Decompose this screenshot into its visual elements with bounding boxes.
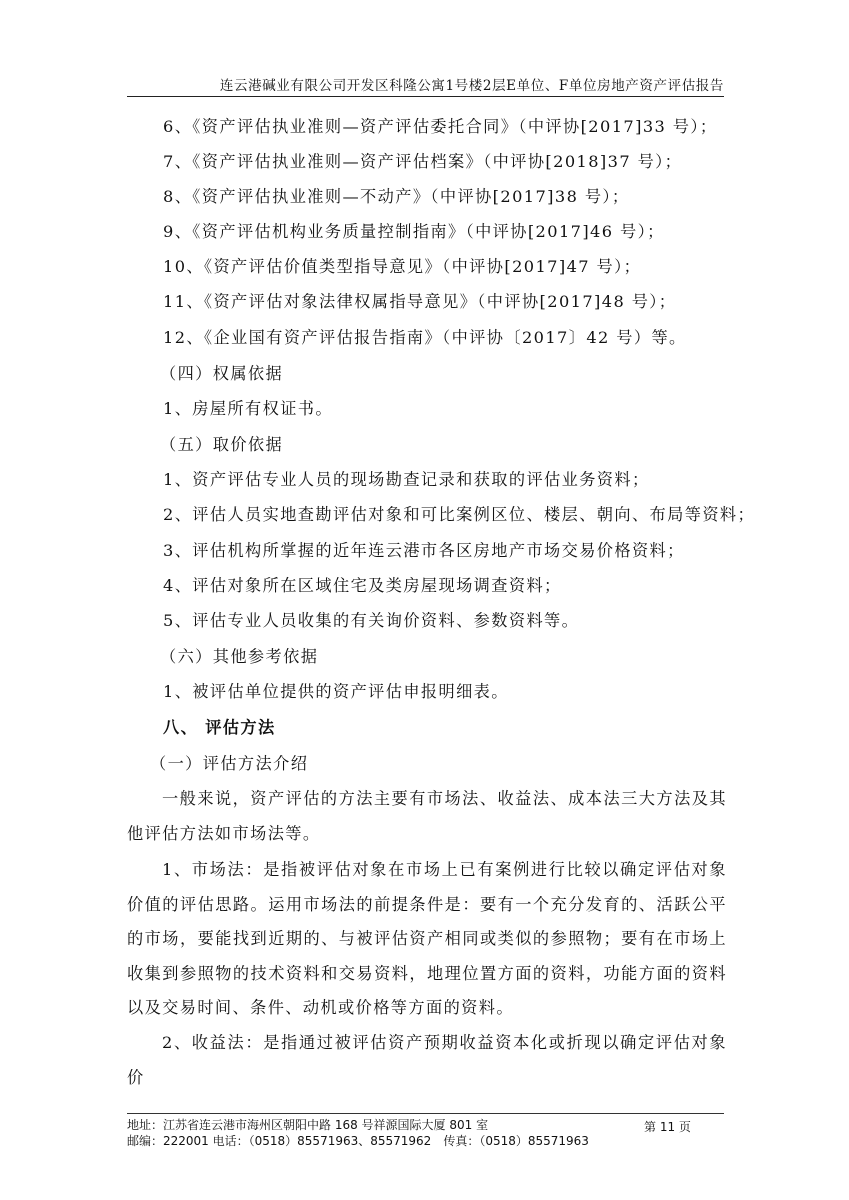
basis-item-8: 8、《资产评估执业准则—不动产》（中评协[2017]38 号）； xyxy=(163,187,630,206)
section-heading-pricing: （五）取价依据 xyxy=(160,435,284,454)
basis-item-10: 10、《资产评估价值类型指导意见》（中评协[2017]47 号）； xyxy=(163,257,642,276)
ownership-item-1: 1、房屋所有权证书。 xyxy=(163,399,333,418)
basis-item-6: 6、《资产评估执业准则—资产评估委托合同》（中评协[2017]33 号）； xyxy=(163,117,718,136)
paragraph-methods-overview: 一般来说，资产评估的方法主要有市场法、收益法、成本法三大方法及其他评估方法如市场法等。 xyxy=(127,789,727,843)
pricing-item-4: 4、评估对象所在区域住宅及类房屋现场调查资料； xyxy=(163,576,562,595)
footer-rule xyxy=(127,1113,724,1114)
basis-item-7: 7、《资产评估执业准则—资产评估档案》（中评协[2018]37 号）； xyxy=(163,152,683,171)
basis-item-9: 9、《资产评估机构业务质量控制指南》（中评协[2017]46 号）； xyxy=(163,222,665,241)
chapter-heading-methods: 八、 评估方法 xyxy=(163,718,276,737)
header-rule xyxy=(127,96,724,97)
section-heading-method-intro: （一）评估方法介绍 xyxy=(150,754,309,773)
pricing-item-5: 5、评估专业人员收集的有关询价资料、参数资料等。 xyxy=(163,611,580,630)
pricing-item-2: 2、评估人员实地查勘评估对象和可比案例区位、楼层、朝向、布局等资料； xyxy=(163,505,756,524)
section-heading-other-reference: （六）其他参考依据 xyxy=(160,647,319,666)
report-header-title: 连云港碱业有限公司开发区科隆公寓1号楼2层E单位、F单位房地产资产评估报告 xyxy=(219,78,724,94)
paragraph-income-approach: 2、收益法：是指通过被评估资产预期收益资本化或折现以确定评估对象价 xyxy=(127,1033,727,1087)
other-reference-item-1: 1、被评估单位提供的资产评估申报明细表。 xyxy=(163,682,509,701)
pricing-item-3: 3、评估机构所掌握的近年连云港市各区房地产市场交易价格资料； xyxy=(163,541,685,560)
footer-address: 地址：江苏省连云港市海州区朝阳中路 168 号祥源国际大厦 801 室 xyxy=(127,1118,489,1132)
basis-item-12: 12、《企业国有资产评估报告指南》（中评协〔2017〕42 号）等。 xyxy=(163,328,687,347)
pricing-item-1: 1、资产评估专业人员的现场勘查记录和获取的评估业务资料； xyxy=(163,470,650,489)
footer-page-number: 第 11 页 xyxy=(644,1120,691,1134)
paragraph-market-approach: 1、市场法：是指被评估对象在市场上已有案例进行比较以确定评估对象价值的评估思路。运用市场法的前提条件是：要有一个充分发育的、活跃公平的市场，要能找到近期的、与被评估资产相同或类似的参照物；要有在市场上收集到参照物的技术资料和交易资料，地理位置方面的资料，功能方面的资料以及交易时间、条件、动机或价格等方面的资料。 xyxy=(127,860,727,1017)
section-heading-ownership: （四）权属依据 xyxy=(160,364,284,383)
footer-contact: 邮编：222001 电话：（0518）85571963、85571962 传真：（0518）85571963 xyxy=(127,1134,589,1148)
basis-item-11: 11、《资产评估对象法律权属指导意见》（中评协[2017]48 号）； xyxy=(163,292,677,311)
